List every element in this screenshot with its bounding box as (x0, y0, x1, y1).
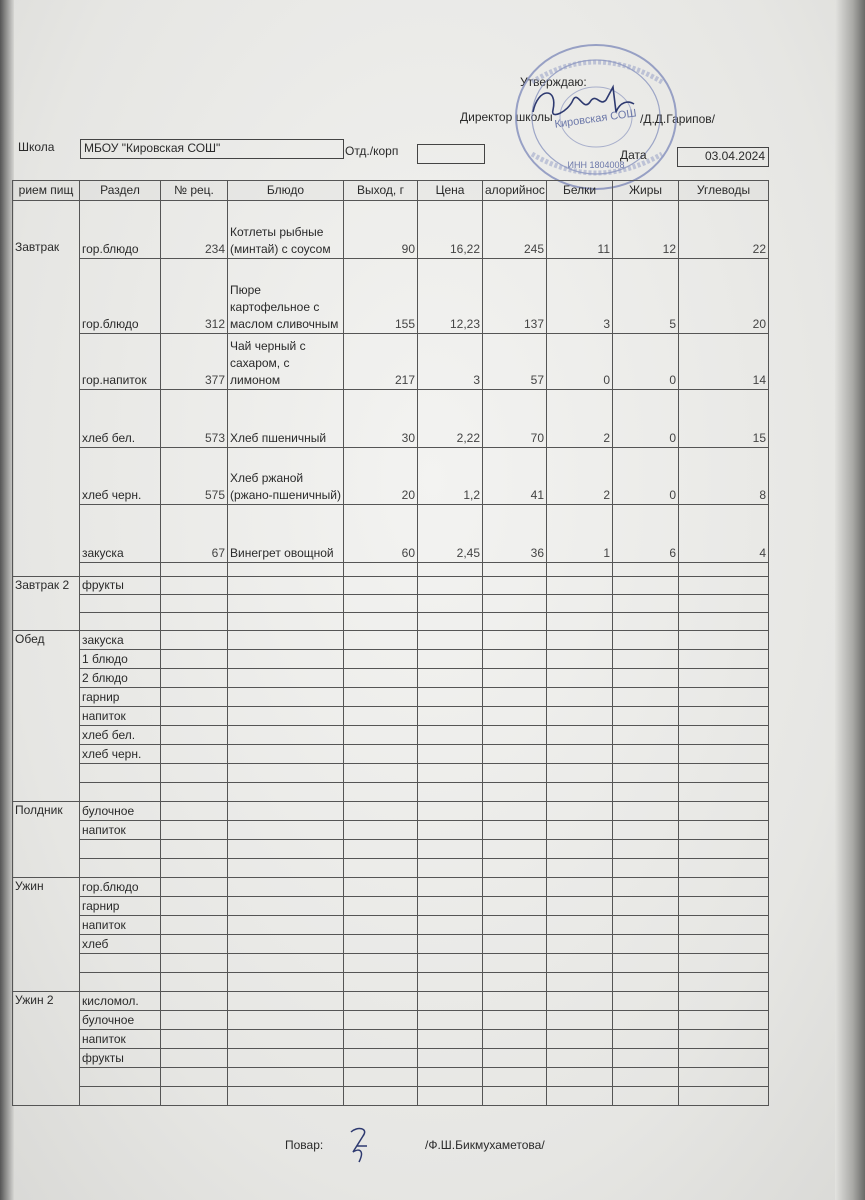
director-signature (528, 82, 638, 127)
table-row (13, 669, 769, 688)
row-section (80, 859, 161, 878)
header-recipe: № рец. (161, 181, 228, 201)
table-row (13, 840, 769, 859)
row-section: напиток (80, 707, 161, 726)
row-price: 2,22 (418, 390, 483, 448)
row-kcal: 137 (483, 259, 547, 334)
row-section: напиток (80, 821, 161, 840)
row-dish: Чай черный с сахаром, с лимоном (228, 334, 344, 390)
approve-label: Утверждаю: (520, 75, 587, 89)
header-dish: Блюдо (228, 181, 344, 201)
row-recipe: 573 (161, 390, 228, 448)
header-price: Цена (418, 181, 483, 201)
row-section: гор.блюдо (80, 201, 161, 259)
row-section (80, 1068, 161, 1087)
row-yield: 155 (344, 259, 418, 334)
dept-label: Отд./корп (345, 144, 399, 158)
row-dish: Хлеб пшеничный (228, 390, 344, 448)
row-recipe: 234 (161, 201, 228, 259)
row-recipe: 575 (161, 448, 228, 505)
table-row (13, 992, 769, 1011)
table-row (13, 505, 769, 563)
header-kcal: алорийнос (483, 181, 547, 201)
row-yield: 60 (344, 505, 418, 563)
row-yield: 30 (344, 390, 418, 448)
row-dish: Хлеб ржаной (ржано-пшеничный) (228, 448, 344, 505)
director-name: /Д.Д.Гарипов/ (640, 112, 716, 126)
meal-dinner2: Ужин 2 (13, 992, 80, 1106)
dept-field (417, 144, 485, 164)
row-fat: 0 (613, 448, 679, 505)
row-yield: 20 (344, 448, 418, 505)
row-section: закуска (80, 631, 161, 650)
row-section: хлеб бел. (80, 390, 161, 448)
header-meal: риeм пищ (13, 181, 80, 201)
row-section: напиток (80, 1030, 161, 1049)
table-row (13, 577, 769, 595)
row-kcal: 41 (483, 448, 547, 505)
table-row (13, 448, 769, 505)
row-yield: 217 (344, 334, 418, 390)
row-section: закуска (80, 505, 161, 563)
row-fat: 0 (613, 334, 679, 390)
row-section: 1 блюдо (80, 650, 161, 669)
school-field (80, 139, 344, 159)
row-protein: 0 (547, 334, 613, 390)
table-row (13, 859, 769, 878)
header-yield: Выход, г (344, 181, 418, 201)
table-row (13, 1068, 769, 1087)
row-carbs: 20 (679, 259, 769, 334)
row-section: булочное (80, 802, 161, 821)
row-section (80, 613, 161, 631)
table-row (13, 707, 769, 726)
row-section: напиток (80, 916, 161, 935)
header-carbs: Углеводы (679, 181, 769, 201)
row-recipe: 377 (161, 334, 228, 390)
meal-snack: Полдник (13, 802, 80, 878)
header-section: Раздел (80, 181, 161, 201)
row-section: кисломол. (80, 992, 161, 1011)
scan-edge-right (835, 0, 865, 1200)
row-recipe: 312 (161, 259, 228, 334)
date-field (677, 147, 769, 167)
row-price: 1,2 (418, 448, 483, 505)
cook-label: Повар: (285, 1138, 324, 1152)
table-row (13, 802, 769, 821)
table-row (13, 745, 769, 764)
row-section: гарнир (80, 897, 161, 916)
table-row (13, 1049, 769, 1068)
date-value: 03.04.2024 (704, 149, 765, 163)
row-price: 16,22 (418, 201, 483, 259)
row-section: гор.блюдо (80, 259, 161, 334)
row-section: 2 блюдо (80, 669, 161, 688)
row-protein: 1 (547, 505, 613, 563)
row-protein: 2 (547, 448, 613, 505)
row-dish: Котлеты рыбные (минтай) с соусом (228, 201, 344, 259)
table-row (13, 334, 769, 390)
table-row (13, 259, 769, 334)
table-row (13, 821, 769, 840)
table-row (13, 563, 769, 577)
table-header-row (13, 181, 769, 201)
row-carbs: 8 (679, 448, 769, 505)
row-carbs: 15 (679, 390, 769, 448)
date-label: Дата (620, 148, 647, 162)
row-carbs: 22 (679, 201, 769, 259)
row-fat: 5 (613, 259, 679, 334)
table-row (13, 783, 769, 802)
table-row (13, 1030, 769, 1049)
row-section (80, 1087, 161, 1106)
cook-name: /Ф.Ш.Бикмухаметова/ (425, 1138, 545, 1152)
row-section: фрукты (80, 1049, 161, 1068)
row-fat: 12 (613, 201, 679, 259)
table-row (13, 650, 769, 669)
row-carbs: 14 (679, 334, 769, 390)
table-row (13, 935, 769, 954)
row-section: булочное (80, 1011, 161, 1030)
table-row (13, 897, 769, 916)
row-kcal: 70 (483, 390, 547, 448)
header-fat: Жиры (613, 181, 679, 201)
table-row (13, 954, 769, 973)
header-protein: Белки (547, 181, 613, 201)
row-section: хлеб черн. (80, 745, 161, 764)
table-row (13, 1011, 769, 1030)
row-fat: 6 (613, 505, 679, 563)
director-label: Директор школы (460, 110, 553, 124)
table-row (13, 764, 769, 783)
row-kcal: 57 (483, 334, 547, 390)
row-section: гарнир (80, 688, 161, 707)
table-row (13, 631, 769, 650)
table-row (13, 726, 769, 745)
row-section: хлеб (80, 935, 161, 954)
row-section: гор.блюдо (80, 878, 161, 897)
row-section (80, 973, 161, 992)
row-section (80, 783, 161, 802)
row-section: фрукты (80, 577, 161, 595)
row-price: 12,23 (418, 259, 483, 334)
row-price: 3 (418, 334, 483, 390)
table-row (13, 390, 769, 448)
stamp-inn-text: ИНН 1804008 (567, 160, 625, 170)
row-protein: 11 (547, 201, 613, 259)
meal-dinner: Ужин (13, 878, 80, 992)
row-recipe: 67 (161, 505, 228, 563)
row-yield: 90 (344, 201, 418, 259)
row-section: хлеб черн. (80, 448, 161, 505)
meal-breakfast: Завтрак (13, 201, 80, 577)
menu-table (12, 180, 769, 1106)
cook-signature (345, 1124, 375, 1166)
meal-lunch: Обед (13, 631, 80, 802)
row-section: хлеб бел. (80, 726, 161, 745)
table-row (13, 595, 769, 613)
row-section (80, 595, 161, 613)
table-row (13, 916, 769, 935)
table-row (13, 613, 769, 631)
row-section (80, 764, 161, 783)
school-label: Школа (18, 140, 55, 154)
row-dish: Винегрет овощной (228, 505, 344, 563)
row-section: гор.напиток (80, 334, 161, 390)
row-carbs: 4 (679, 505, 769, 563)
row-kcal: 36 (483, 505, 547, 563)
row-kcal: 245 (483, 201, 547, 259)
row-fat: 0 (613, 390, 679, 448)
table-row (13, 201, 769, 259)
row-dish: Пюре картофельное с маслом сливочным (228, 259, 344, 334)
table-row (13, 878, 769, 897)
row-section (80, 840, 161, 859)
table-row (13, 973, 769, 992)
table-row (13, 688, 769, 707)
row-protein: 3 (547, 259, 613, 334)
table-row (13, 1087, 769, 1106)
school-value: МБОУ "Кировская СОШ" (84, 141, 221, 155)
row-section (80, 954, 161, 973)
stamp-center-text: Кировская СОШ (553, 107, 638, 131)
row-price: 2,45 (418, 505, 483, 563)
row-protein: 2 (547, 390, 613, 448)
meal-breakfast2: Завтрак 2 (13, 577, 80, 631)
